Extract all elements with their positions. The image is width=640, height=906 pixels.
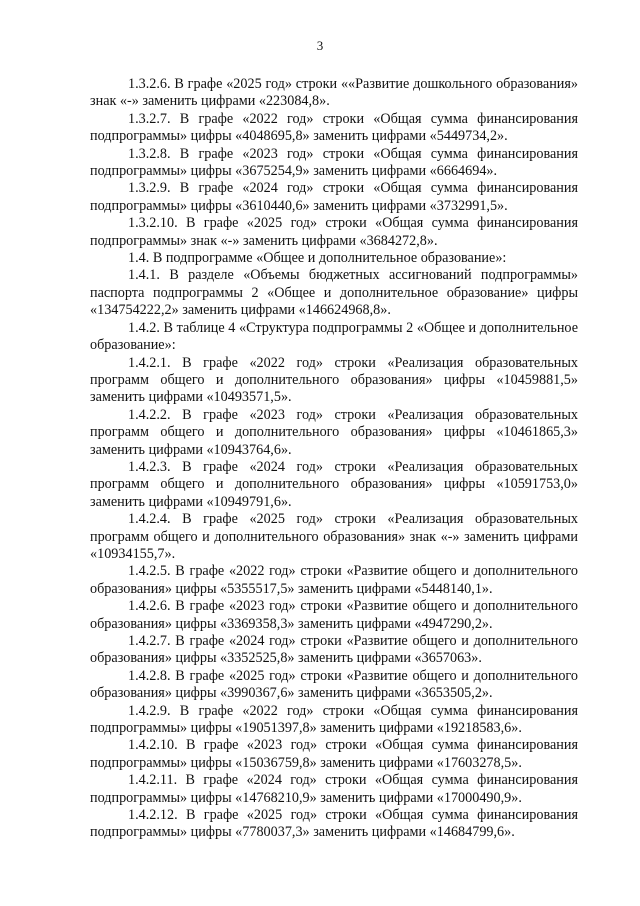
paragraph-1-3-2-6: 1.3.2.6. В графе «2025 год» строки ««Развитие дошкольного образования» знак «-» заменить цифрами «223084,8». (90, 76, 578, 110)
paragraph-1-4-2-3: 1.4.2.3. В графе «2024 год» строки «Реализация образовательных программ общего и дополнительного образования» цифры «10591753,0» заменить цифрами «10949791,6». (90, 458, 578, 510)
paragraph-1-4-1: 1.4.1. В разделе «Объемы бюджетных ассигнований подпрограммы» паспорта подпрограммы 2 «Общее и дополнительное образование» цифры «134754222,2» заменить цифрами «146624968,8». (90, 267, 578, 319)
document-body (90, 76, 578, 842)
paragraph-1-4-2-10: 1.4.2.10. В графе «2023 год» строки «Общая сумма финансирования подпрограммы» цифры «15036759,8» заменить цифрами «17603278,5». (90, 737, 578, 771)
paragraph-1-4-2-4: 1.4.2.4. В графе «2025 год» строки «Реализация образовательных программ общего и дополнительного образования» знак «-» заменить цифрами «10934155,7». (90, 511, 578, 562)
paragraph-1-4-2-1: 1.4.2.1. В графе «2022 год» строки «Реализация образовательных программ общего и дополнительного образования» цифры «10459881,5» заменить цифрами «10493571,5». (90, 354, 578, 406)
paragraph-1-3-2-9: 1.3.2.9. В графе «2024 год» строки «Общая сумма финансирования подпрограммы» цифры «3610440,6» заменить цифрами «3732991,5». (90, 180, 578, 214)
paragraph-1-4: 1.4. В подпрограмме «Общее и дополнительное образование»: (128, 250, 507, 267)
paragraph-1-3-2-8: 1.3.2.8. В графе «2023 год» строки «Общая сумма финансирования подпрограммы» цифры «3675254,9» заменить цифрами «6664694». (90, 145, 578, 180)
paragraph-1-4-2-7: 1.4.2.7. В графе «2024 год» строки «Развитие общего и дополнительного образования» цифры «3352525,8» заменить цифрами «3657063». (90, 633, 578, 667)
paragraph-1-4-2: 1.4.2. В таблице 4 «Структура подпрограммы 2 «Общее и дополнительное образование»: (90, 319, 578, 354)
paragraph-1-4-2-11: 1.4.2.11. В графе «2024 год» строки «Общая сумма финансирования подпрограммы» цифры «14768210,9» заменить цифрами «17000490,9». (90, 772, 578, 806)
paragraph-1-3-2-7: 1.3.2.7. В графе «2022 год» строки «Общая сумма финансирования подпрограммы» цифры «4048695,8» заменить цифрами «5449734,2». (90, 110, 578, 145)
paragraph-1-4-2-8: 1.4.2.8. В графе «2025 год» строки «Развитие общего и дополнительного образования» цифры «3990367,6» заменить цифрами «3653505,2». (90, 667, 578, 702)
paragraph-1-4-2-9: 1.4.2.9. В графе «2022 год» строки «Общая сумма финансирования подпрограммы» цифры «19051397,8» заменить цифрами «19218583,6». (90, 702, 578, 737)
page-number: 3 (316, 38, 324, 53)
paragraph-1-3-2-10: 1.3.2.10. В графе «2025 год» строки «Общая сумма финансирования подпрограммы» знак «-» заменить цифрами «3684272,8». (90, 215, 578, 249)
paragraph-1-4-2-12: 1.4.2.12. В графе «2025 год» строки «Общая сумма финансирования подпрограммы» цифры «7780037,3» заменить цифрами «14684799,6». (90, 807, 578, 841)
paragraph-1-4-2-2: 1.4.2.2. В графе «2023 год» строки «Реализация образовательных программ общего и дополнительного образования» цифры «10461865,3» заменить цифрами «10943764,6». (90, 406, 578, 458)
paragraph-1-4-2-5: 1.4.2.5. В графе «2022 год» строки «Развитие общего и дополнительного образования» цифры «5355517,5» заменить цифрами «5448140,1». (90, 563, 578, 597)
paragraph-1-4-2-6: 1.4.2.6. В графе «2023 год» строки «Развитие общего и дополнительного образования» цифры «3369358,3» заменить цифрами «4947290,2». (90, 598, 578, 632)
